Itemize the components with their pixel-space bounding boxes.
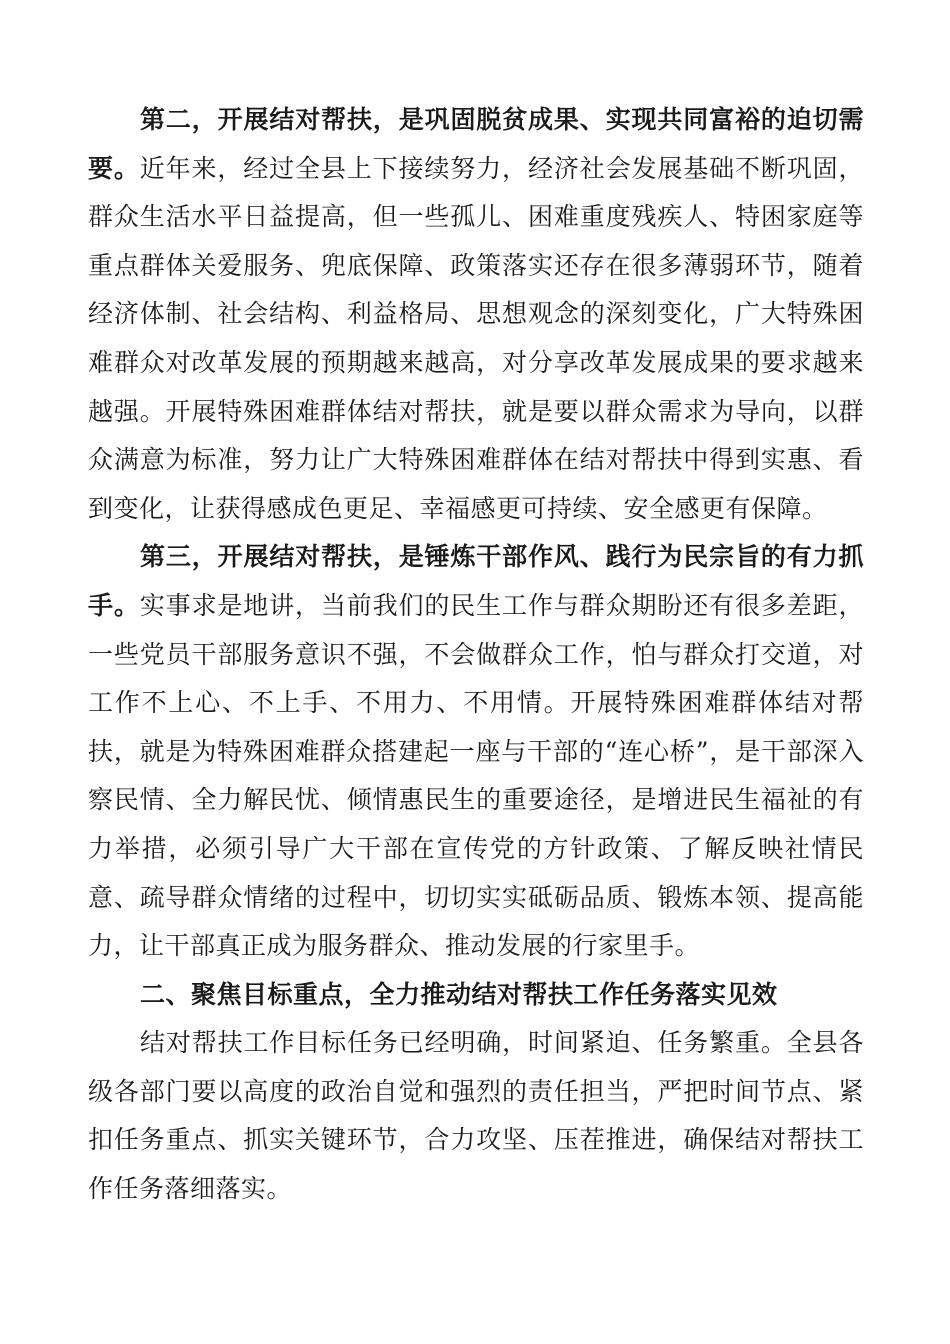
paragraph-lead-third: 第三，开展结对帮扶，是锤炼干部作风、践行为民宗旨的有力抓手。 [88,542,864,620]
paragraph-second-point [88,96,864,533]
document-body [88,96,864,1214]
paragraph-body-second: 近年来，经过全县上下接续努力，经济社会发展基础不断巩固，群众生活水平日益提高，但一些孤儿、困难重度残疾人、特困家庭等重点群体关爱服务、兜底保障、政策落实还存在很多薄弱环节，随着经济体制、社会结构、利益格局、思想观念的深刻变化，广大特殊困难群众对改革发展的预期越来越高，对分享改革发展成果的要求越来越强。开展特殊困难群体结对帮扶，就是要以群众需求为导向，以群众满意为标准，努力让广大特殊困难群体在结对帮扶中得到实惠、看到变化，让获得感成色更足、幸福感更可持续、安全感更有保障。 [88,153,864,523]
paragraph-body-third: 实事求是地讲，当前我们的民生工作与群众期盼还有很多差距，一些党员干部服务意识不强，不会做群众工作，怕与群众打交道，对工作不上心、不上手、不用力、不用情。开展特殊困难群体结对帮扶，就是为特殊困难群众搭建起一座与干部的“连心桥”，是干部深入察民情、全力解民忧、倾情惠民生的重要途径，是增进民生福祉的有力举措，必须引导广大干部在宣传党的方针政策、了解反映社情民意、疏导群众情绪的过程中，切切实实砥砺品质、锻炼本领、提高能力，让干部真正成为服务群众、推动发展的行家里手。 [88,590,864,961]
paragraph-third-point [88,533,864,970]
section-heading: 二、聚焦目标重点，全力推动结对帮扶工作任务落实见效 [140,979,778,1009]
paragraph-lead-second: 第二，开展结对帮扶，是巩固脱贫成果、实现共同富裕的迫切需要。 [88,105,864,183]
closing-paragraph: 结对帮扶工作目标任务已经明确，时间紧迫、任务繁重。全县各级各部门要以高度的政治自觉和强烈的责任担当，严把时间节点、紧扣任务重点、抓实关键环节，合力攻坚、压茬推进，确保结对帮扶工作任务落细落实。 [88,1028,864,1204]
